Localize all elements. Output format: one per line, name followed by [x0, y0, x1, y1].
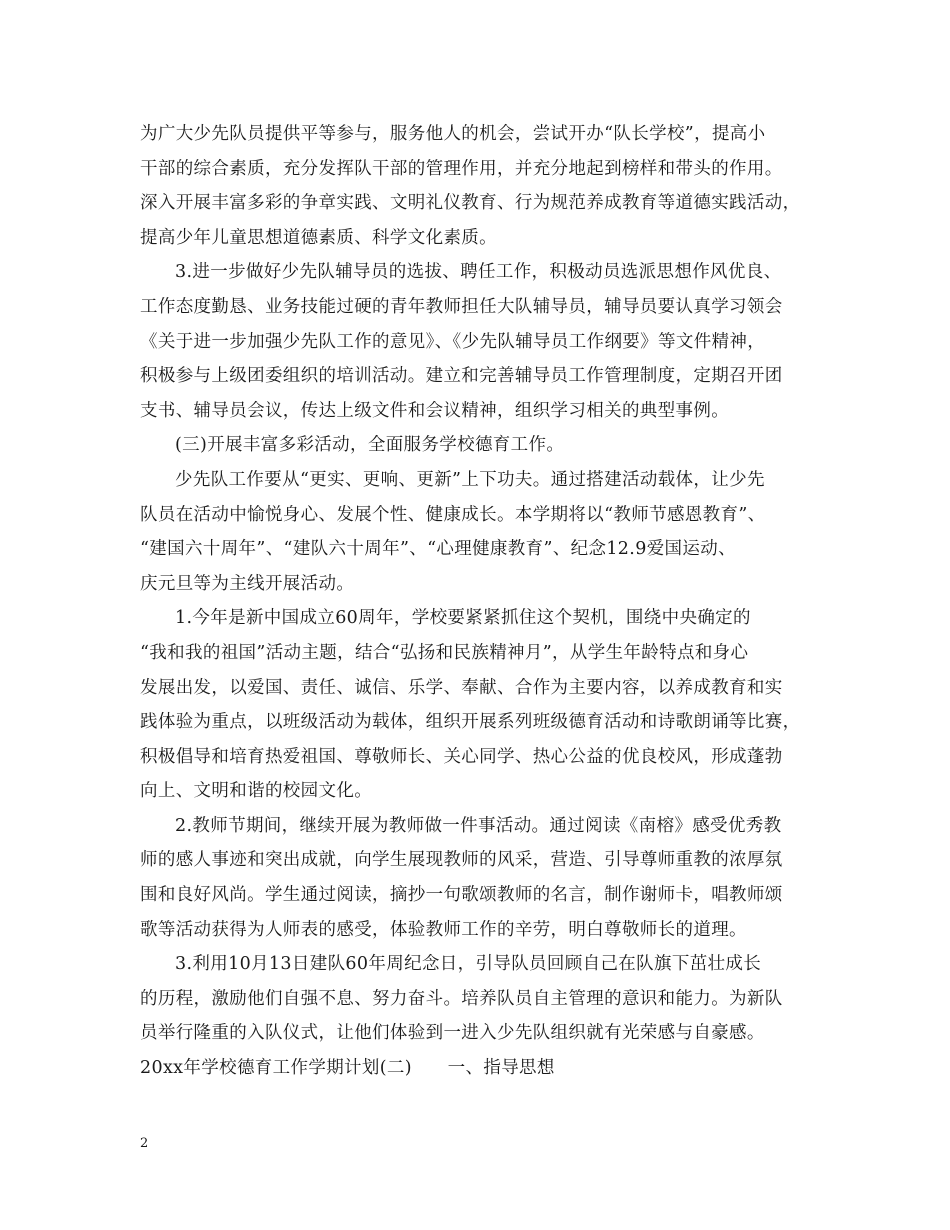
text-line: 庆元旦等为主线开展活动。 — [140, 573, 355, 594]
text-line: 3.进一步做好少先队辅导员的选拔、聘任工作，积极动员选派思想作风优良、 — [175, 262, 782, 283]
text-line: 积极倡导和培育热爱祖国、尊敬师长、关心同学、热心公益的优良校风，形成蓬勃 — [140, 746, 783, 767]
text-line: 发展出发，以爱国、责任、诚信、乐学、奉献、合作为主要内容，以养成教育和实 — [140, 677, 783, 698]
text-line: 深入开展丰富多彩的争章实践、文明礼仪教育、行为规范养成教育等道德实践活动， — [140, 193, 801, 214]
text-line: 为广大少先队员提供平等参与，服务他人的机会，尝试开办“队长学校”，提高小 — [140, 124, 766, 144]
document-body — [140, 117, 830, 1086]
text-line: 2.教师节期间，继续开展为教师做一件事活动。通过阅读《南榕》感受优秀教 — [175, 815, 782, 836]
text-line: 1.今年是新中国成立60周年，学校要紧紧抓住这个契机，围绕中央确定的 — [175, 608, 751, 629]
text-line: 工作态度勤恳、业务技能过硬的青年教师担任大队辅导员，辅导员要认真学习领会 — [140, 296, 783, 317]
document-subtitle: 20xx年学校德育工作学期计划(二) 一、指导思想 — [140, 1058, 555, 1079]
text-line: 《关于进一步加强少先队工作的意见》、《少先队辅导员工作纲要》等文件精神， — [140, 331, 766, 352]
text-line: 3.利用10月13日建队60年周纪念日，引导队员回顾自己在队旗下茁壮成长 — [175, 954, 762, 975]
text-line: 围和良好风尚。学生通过阅读，摘抄一句歌颂教师的名言，制作谢师卡，唱教师颂 — [140, 885, 783, 906]
text-line: 提高少年儿童思想道德素质、科学文化素质。 — [140, 227, 497, 248]
text-line: “建国六十周年”、“建队六十周年”、“心理健康教育”、纪念12.9爱国运动、 — [140, 539, 736, 560]
page-number: 2 — [140, 1136, 149, 1151]
text-line: 歌等活动获得为人师表的感受，体验教师工作的辛劳，明白尊敬师长的道理。 — [140, 919, 747, 940]
text-line: 积极参与上级团委组织的培训活动。建立和完善辅导员工作管理制度，定期召开团 — [140, 366, 783, 387]
text-line: 师的感人事迹和突出成就，向学生展现教师的风采，营造、引导尊师重教的浓厚氛 — [140, 850, 783, 871]
text-line: 员举行隆重的入队仪式，让他们体验到一进入少先队组织就有光荣感与自豪感。 — [140, 1023, 765, 1044]
text-line: “我和我的祖国”活动主题，结合“弘扬和民族精神月”，从学生年龄特点和身心 — [140, 642, 749, 663]
text-line: 支书、辅导员会议，传达上级文件和会议精神，组织学习相关的典型事例。 — [140, 400, 730, 421]
text-line: 践体验为重点，以班级活动为载体，组织开展系列班级德育活动和诗歌朗诵等比赛， — [140, 712, 801, 733]
text-line: 队员在活动中愉悦身心、发展个性、健康成长。本学期将以“教师节感恩教育”、 — [140, 504, 766, 525]
text-line: 干部的综合素质，充分发挥队干部的管理作用，并充分地起到榜样和带头的作用。 — [140, 158, 783, 179]
section-heading: (三)开展丰富多彩活动，全面服务学校德育工作。 — [175, 435, 565, 456]
text-line: 少先队工作要从“更实、更响、更新”上下功夫。通过搭建活动载体，让少先 — [175, 469, 765, 490]
text-line: 向上、文明和谐的校园文化。 — [140, 781, 373, 802]
text-line: 的历程，激励他们自强不息、努力奋斗。培养队员自主管理的意识和能力。为新队 — [140, 988, 783, 1009]
